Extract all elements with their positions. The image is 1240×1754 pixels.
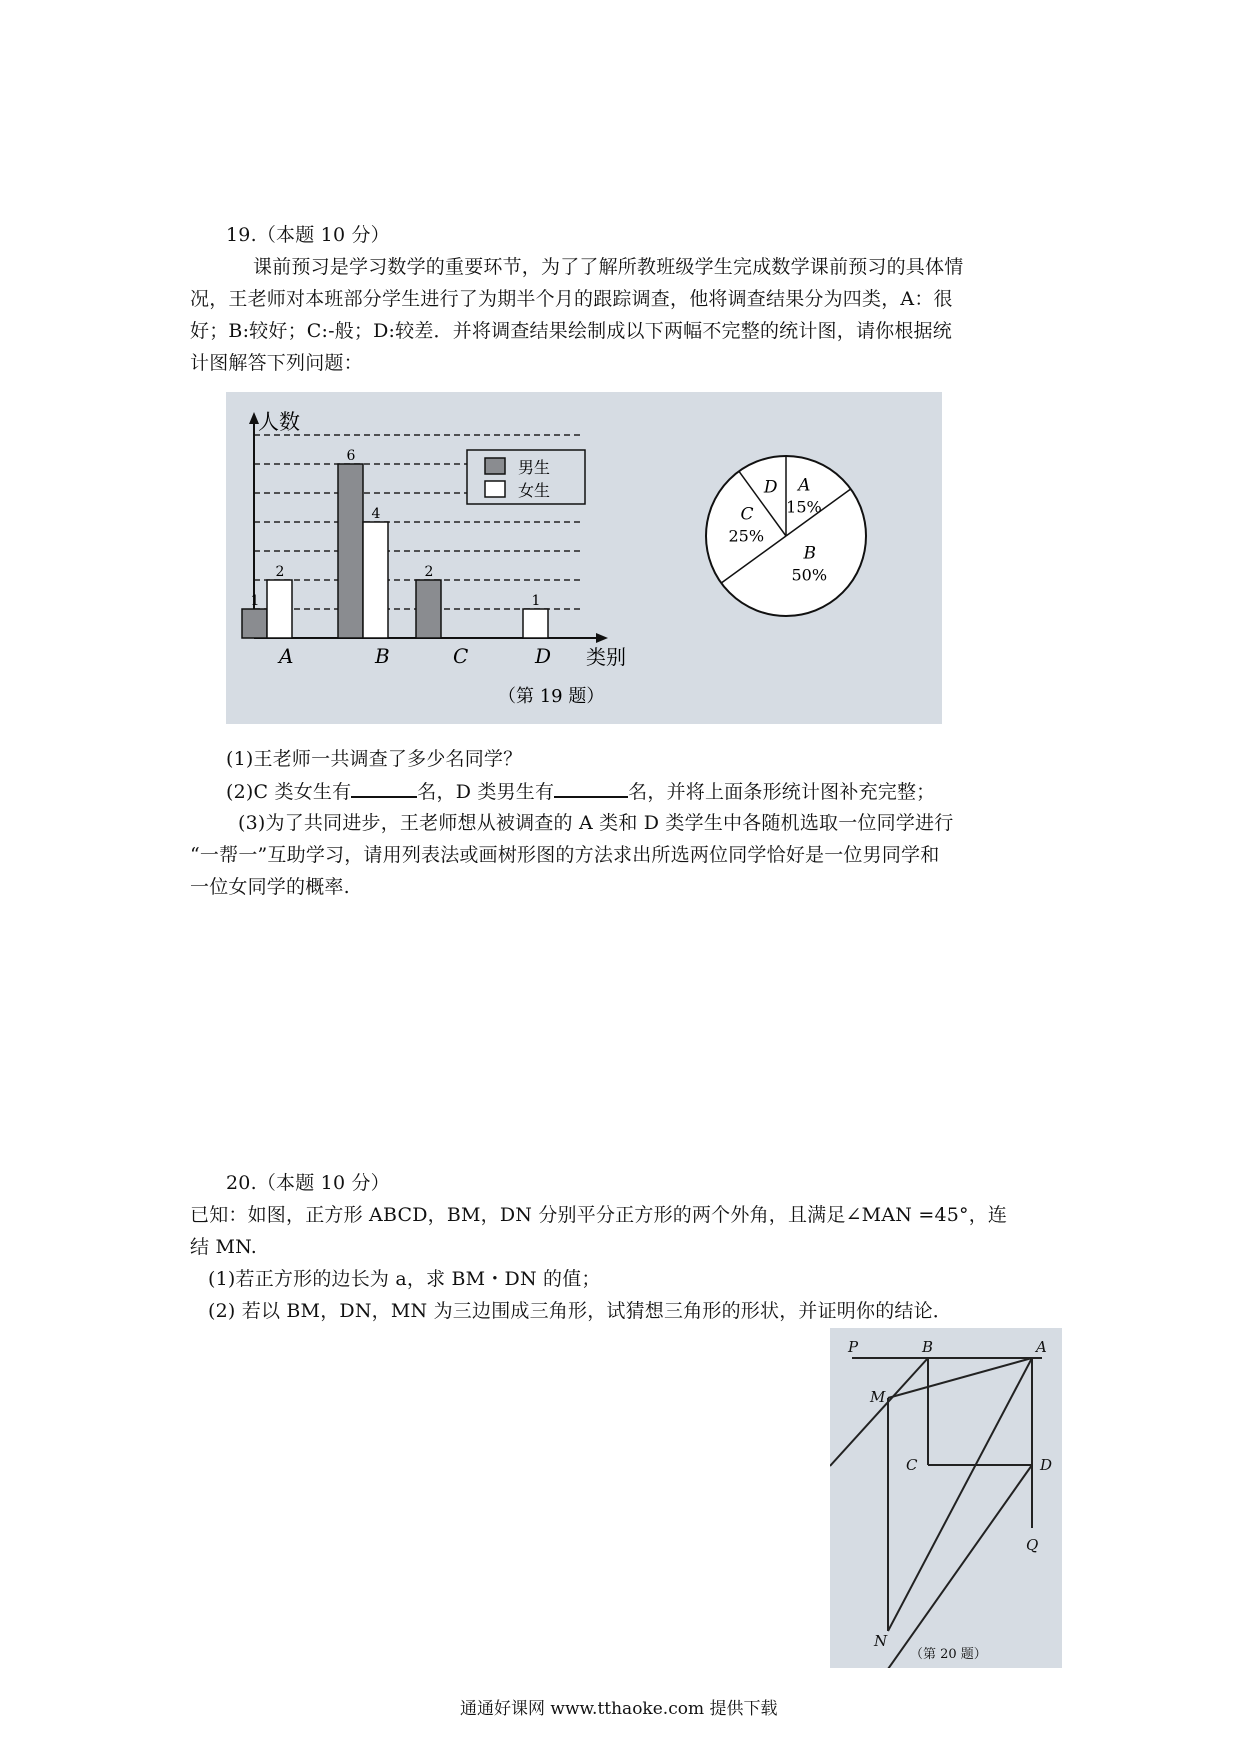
- geometry-figure: [830, 1328, 1062, 1668]
- bar-chart: [226, 392, 942, 724]
- figure-19-caption: （第 19 题）: [498, 686, 605, 707]
- legend-boy-label: 男生: [518, 458, 551, 477]
- q20-heading: 20.（本题 10 分）: [226, 1172, 390, 1194]
- label-N: N: [874, 1632, 888, 1650]
- bar-label-A-boys: 1: [250, 593, 260, 609]
- category-label-C: C: [453, 644, 469, 668]
- bar-chart-ylabel: 人数: [258, 410, 300, 434]
- pie-label-B: B: [803, 543, 817, 564]
- bar-label-B-girls: 4: [371, 506, 381, 522]
- q19-intro-line-1: 课前预习是学习数学的重要环节，为了了解所教班级学生完成数学课前预习的具体情: [253, 256, 964, 278]
- label-M: M: [870, 1388, 886, 1406]
- pie-chart: [706, 456, 866, 616]
- q19-sub3-line-2: “一帮一”互助学习，请用列表法或画树形图的方法求出所选两位同学恰好是一位男同学和: [190, 844, 940, 866]
- bar-B-girls: [363, 522, 388, 638]
- bisector-BM: [830, 1358, 928, 1466]
- q19-sub3-line-3: 一位女同学的概率.: [190, 876, 350, 898]
- bar-label-D-girls: 1: [531, 593, 541, 609]
- q19-sub2: [226, 778, 935, 805]
- label-D: D: [1040, 1456, 1053, 1474]
- q19-intro-line-3: 好；B:较好；C:-般；D:较差．并将调查结果绘制成以下两幅不完整的统计图，请你根据统: [190, 320, 952, 342]
- q20-intro-line-2: 结 MN.: [190, 1236, 257, 1258]
- label-Q: Q: [1026, 1536, 1039, 1554]
- bar-chart-xlabel: 类别: [586, 645, 626, 669]
- pie-value-A: 15%: [786, 497, 822, 517]
- bar-label-A-girls: 2: [275, 564, 285, 580]
- q19-sub2-part-c: 名，并将上面条形统计图补充完整；: [628, 781, 936, 803]
- q19-intro-line-4: 计图解答下列问题：: [190, 352, 363, 374]
- label-C: C: [906, 1456, 918, 1474]
- bar-A-boys: [242, 609, 267, 638]
- bar-label-B-boys: 6: [346, 448, 356, 464]
- bar-D-girls: [523, 609, 548, 638]
- pie-value-C: 25%: [728, 526, 765, 546]
- figure-20-caption: （第 20 题）: [910, 1647, 987, 1662]
- figure-20: [830, 1328, 1062, 1668]
- q20-sub1: (1)若正方形的边长为 a，求 BM・DN 的值；: [208, 1268, 601, 1290]
- label-B: B: [922, 1338, 934, 1356]
- q19-sub1: (1)王老师一共调查了多少名同学？: [226, 748, 523, 770]
- answer-blank-d-boys[interactable]: [554, 778, 628, 798]
- legend-girl-label: 女生: [518, 481, 551, 500]
- bar-chart-category-labels: [277, 644, 551, 668]
- bar-C-boys: [416, 580, 441, 638]
- bar-B-boys: [338, 464, 363, 638]
- bar-label-C-boys: 2: [424, 564, 434, 580]
- pie-label-A: A: [798, 475, 811, 496]
- pie-label-C: C: [740, 504, 754, 525]
- q19-sub2-part-b: 名，D 类男生有: [417, 781, 555, 803]
- category-label-B: B: [375, 644, 390, 668]
- q20-sub2: (2) 若以 BM，DN，MN 为三边围成三角形，试猜想三角形的形状，并证明你的结论．: [208, 1300, 952, 1322]
- bar-chart-x-arrow: [596, 633, 608, 643]
- legend-boy-swatch: [485, 458, 505, 474]
- category-label-D: D: [535, 644, 552, 668]
- figure-19: [226, 392, 942, 724]
- bar-A-girls: [267, 580, 292, 638]
- q20-intro-line-1: 已知：如图，正方形 ABCD，BM，DN 分别平分正方形的两个外角，且满足∠MAN =45°，连: [190, 1204, 1008, 1226]
- q19-intro-line-2: 况，王老师对本班部分学生进行了为期半个月的跟踪调查，他将调查结果分为四类，A：很: [190, 288, 953, 310]
- label-P: P: [848, 1338, 859, 1356]
- legend-girl-swatch: [485, 481, 505, 497]
- label-A: A: [1036, 1338, 1047, 1356]
- answer-blank-c-girls[interactable]: [351, 778, 417, 798]
- q19-sub2-part-a: (2)C 类女生有: [226, 781, 352, 803]
- category-label-A: A: [279, 644, 294, 668]
- pie-label-D: D: [763, 477, 778, 498]
- q19-heading: 19.（本题 10 分）: [226, 224, 390, 246]
- q19-sub3-line-1: (3)为了共同进步，王老师想从被调查的 A 类和 D 类学生中各随机选取一位同学进行: [238, 812, 954, 834]
- footer-credit: 通通好课网 www.tthaoke.com 提供下载: [460, 1699, 778, 1719]
- pie-value-B: 50%: [791, 565, 828, 585]
